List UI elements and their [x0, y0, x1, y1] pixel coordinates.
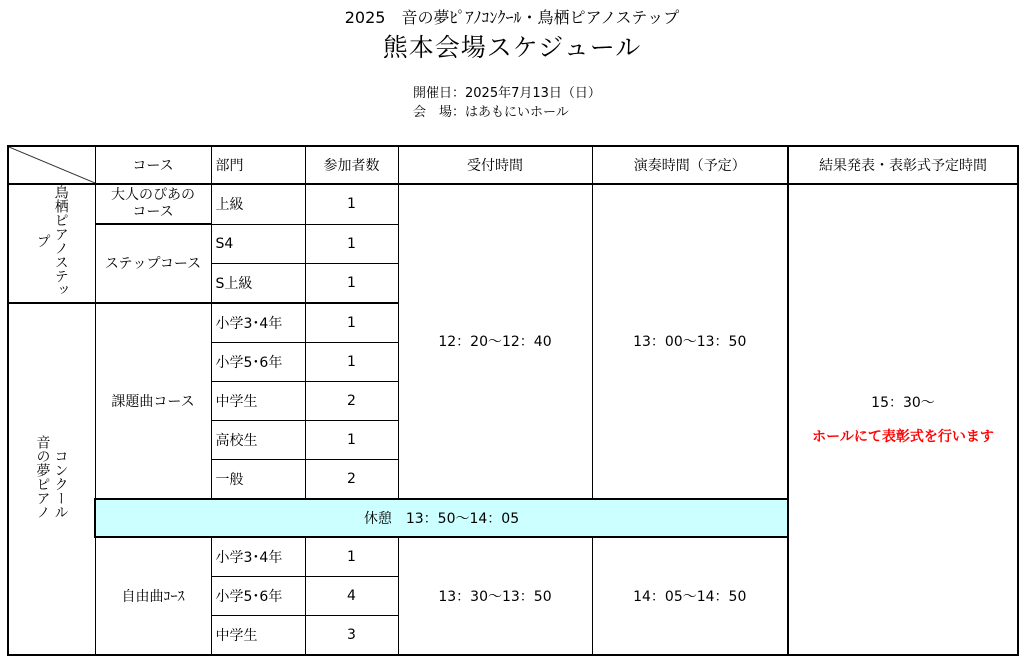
group-step	[8, 184, 95, 303]
group-step-label: 鳥栖ピアノステップ	[34, 185, 69, 298]
course-otona-line2: コース	[132, 204, 174, 220]
division-cell: S4	[211, 224, 305, 263]
participants-cell: 4	[305, 576, 398, 615]
participants-cell: 1	[305, 342, 398, 381]
division-cell: 一般	[211, 459, 305, 499]
participants-cell: 1	[305, 537, 398, 577]
reception-time-2: 13：30～13：50	[398, 537, 592, 655]
division-cell: 小学3･4年	[211, 537, 305, 577]
participants-cell: 1	[305, 184, 398, 224]
event-title: 2025 音の夢ﾋﾟｱﾉｺﾝｸｰﾙ・鳥栖ピアノステップ	[344, 8, 680, 27]
participants-cell: 2	[305, 459, 398, 499]
table-row	[8, 184, 1018, 224]
participants-cell: 1	[305, 303, 398, 343]
result-note: ホールにて表彰式を行います	[812, 429, 994, 446]
event-date: 開催日：2025年7月13日（日）	[413, 86, 601, 101]
division-cell: S上級	[211, 263, 305, 303]
course-otona	[95, 184, 211, 224]
result-cell	[788, 184, 1018, 655]
division-cell: 中学生	[211, 381, 305, 420]
course-otona-line1: 大人のぴあの	[111, 187, 195, 203]
participants-cell: 2	[305, 381, 398, 420]
division-cell: 高校生	[211, 420, 305, 459]
col-performance: 演奏時間（予定）	[592, 146, 788, 184]
col-result: 結果発表・表彰式予定時間	[788, 146, 1018, 184]
reception-time-1: 12：20～12：40	[398, 184, 592, 499]
schedule-table	[7, 145, 1019, 656]
performance-time-1: 13：00～13：50	[592, 184, 788, 499]
division-cell: 小学3･4年	[211, 303, 305, 343]
course-step: ステップコース	[95, 224, 211, 303]
course-kadai: 課題曲コース	[95, 303, 211, 499]
participants-cell: 1	[305, 263, 398, 303]
group-concours	[8, 303, 95, 655]
division-cell: 中学生	[211, 615, 305, 655]
group-concours-label-2: コンクール	[52, 448, 69, 519]
result-time: 15：30～	[871, 395, 935, 412]
participants-cell: 1	[305, 224, 398, 263]
performance-time-2: 14：05～14：50	[592, 537, 788, 655]
group-concours-label-1: 音の夢ピアノ	[34, 434, 51, 519]
col-reception: 受付時間	[398, 146, 592, 184]
col-course: コース	[95, 146, 211, 184]
division-cell: 小学5･6年	[211, 576, 305, 615]
participants-cell: 3	[305, 615, 398, 655]
table-header-row	[8, 146, 1018, 184]
division-cell: 小学5･6年	[211, 342, 305, 381]
col-participants: 参加者数	[305, 146, 398, 184]
col-division: 部門	[211, 146, 305, 184]
division-cell: 上級	[211, 184, 305, 224]
break-time: 休憩 13：50～14：05	[95, 499, 788, 537]
corner-cell	[8, 146, 95, 184]
participants-cell: 1	[305, 420, 398, 459]
course-jiyu: 自由曲ｺｰｽ	[95, 537, 211, 655]
event-venue: 会 場：はあもにいホール	[413, 105, 569, 120]
schedule-title: 熊本会場スケジュール	[382, 33, 642, 62]
